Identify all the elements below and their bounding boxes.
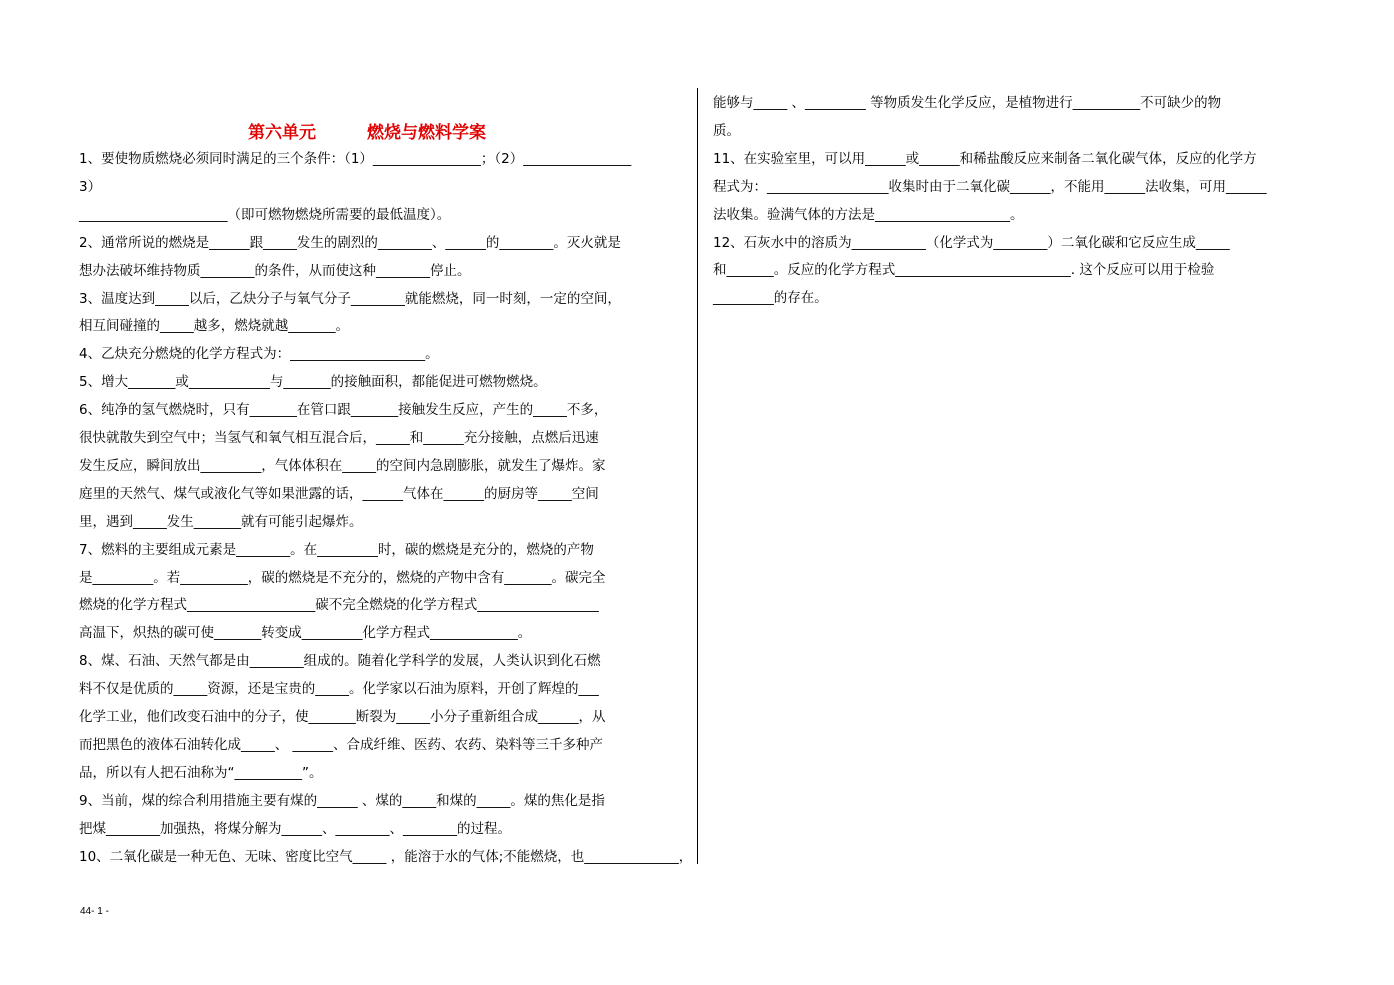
text-line: 高温下，炽热的碳可使_______转变成_________化学方程式_____________。 <box>79 625 532 642</box>
text-line: 庭里的天然气、煤气或液化气等如果泄露的话，______气体在______的厨房等_____空间 <box>79 485 599 502</box>
text-line: 3） <box>79 178 102 195</box>
text-line: 程式为：__________________收集时由于二氧化碳______，不能用______法收集，可用______ <box>713 178 1267 195</box>
page-number: 44- 1 - <box>80 906 109 917</box>
text-line: 和_______。反应的化学方程式__________________________. 这个反应可以用于检验 <box>713 262 1215 279</box>
text-line: 品，所以有人把石油称为“__________”。 <box>79 764 323 781</box>
text-line: 相互间碰撞的_____越多，燃烧就越_______。 <box>79 318 349 335</box>
text-line: 把煤________加强热，将煤分解为______、________、________的过程。 <box>79 820 511 837</box>
text-line: 是_________。若__________，碳的燃烧是不充分的，燃烧的产物中含有_______。碳完全 <box>79 569 606 586</box>
text-line: 4、乙炔充分燃烧的化学方程式为：____________________。 <box>79 346 439 363</box>
text-line: 11、在实验室里，可以用______或______和稀盐酸反应来制备二氧化碳气体，反应的化学方 <box>713 150 1257 167</box>
text-line: 7、燃料的主要组成元素是________。在_________时，碳的燃烧是充分的，燃烧的产物 <box>79 541 594 558</box>
text-line: 而把黑色的液体石油转化成_____、 ______、合成纤维、医药、农药、染料等三千多种产 <box>79 736 604 753</box>
text-line: 3、温度达到_____以后，乙炔分子与氧气分子________就能燃烧，同一时刻，一定的空间， <box>79 290 621 307</box>
text-line: 2、通常所说的燃烧是______跟_____发生的剧烈的________、______的________。灭火就是 <box>79 234 621 251</box>
text-line: 里，遇到_____发生_______就有可能引起爆炸。 <box>79 513 363 530</box>
text-line: 1、要使物质燃烧必须同时满足的三个条件：（1）________________；（2）________________ <box>79 151 632 167</box>
column-divider <box>697 88 698 864</box>
text-line: 法收集。验满气体的方法是____________________。 <box>713 206 1024 223</box>
text-line: 很快就散失到空气中；当氢气和氧气相互混合后，_____和______充分接触，点燃后迅速 <box>79 430 599 446</box>
text-line: 9、当前，煤的综合利用措施主要有煤的______ 、煤的_____和煤的_____。煤的焦化是指 <box>79 792 605 809</box>
text-line: 燃烧的化学方程式___________________碳不完全燃烧的化学方程式__________________ <box>79 597 599 614</box>
text-line: 质。 <box>713 122 740 139</box>
text-line: 12、石灰水中的溶质为___________（化学式为________）二氧化碳和它反应生成_____ <box>713 234 1230 251</box>
page-title: 第六单元 燃烧与燃料学案 <box>248 123 486 143</box>
text-line: 能够与_____ 、_________ 等物质发生化学反应，是植物进行__________不可缺少的物 <box>713 95 1222 111</box>
text-line: 发生反应，瞬间放出_________，气体体积在_____的空间内急剧膨胀，就发生了爆炸。家 <box>79 457 606 474</box>
text-line: 8、煤、石油、天然气都是由________组成的。随着化学科学的发展，人类认识到化石燃 <box>79 653 601 670</box>
text-line: ______________________（即可燃物燃烧所需要的最低温度）。 <box>79 206 451 223</box>
text-line: _________的存在。 <box>713 290 828 307</box>
text-line: 10、二氧化碳是一种无色、无味、密度比空气_____ ，能溶于水的气体;不能燃烧，也______________， <box>79 848 693 865</box>
text-line: 6、纯净的氢气燃烧时，只有_______在管口跟_______接触发生反应，产生的_____不多， <box>79 402 608 419</box>
text-line: 5、增大_______或____________与_______的接触面积，都能促进可燃物燃烧。 <box>79 374 547 391</box>
text-line: 化学工业，他们改变石油中的分子，使_______断裂为_____小分子重新组合成______，从 <box>79 709 606 725</box>
text-line: 想办法破坏维持物质________的条件，从而使这种________停止。 <box>79 262 471 279</box>
text-line: 料不仅是优质的_____资源，还是宝贵的_____。化学家以石油为原料，开创了辉煌的___ <box>79 681 599 698</box>
